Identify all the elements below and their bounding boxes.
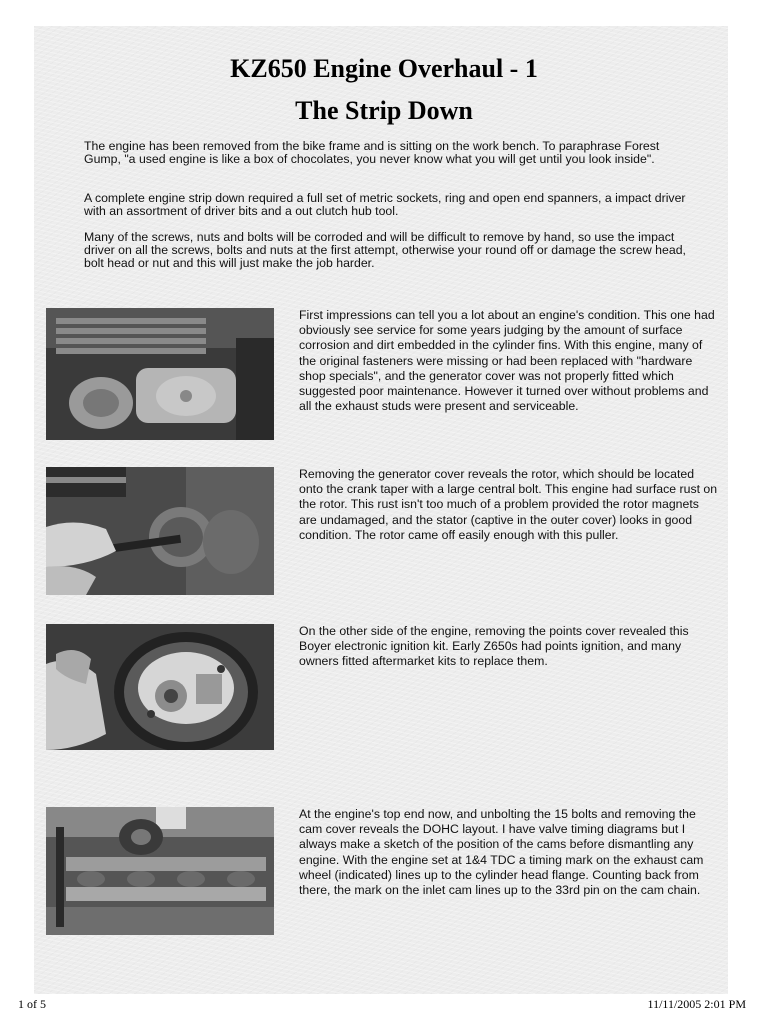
print-timestamp: 11/11/2005 2:01 PM xyxy=(647,997,746,1011)
page-subtitle: The Strip Down xyxy=(295,96,473,125)
intro-paragraph: Many of the screws, nuts and bolts will be corroded and will be difficult to remove by hand, so use the impact driver on all the screws, bolts and nuts at the first attempt, otherwise your round off or damage the screw head, bolt head or nut and this will just make the job harder. xyxy=(84,230,686,270)
engine-overview-photo xyxy=(46,308,274,440)
dohc-layout-photo xyxy=(46,807,274,939)
ignition-kit-photo xyxy=(46,624,274,756)
intro-paragraph: The engine has been removed from the bike frame and is sitting on the work bench. To paraphrase Forest Gump, "a used engine is like a box of chocolates, you never know what you will get until you look inside". xyxy=(84,139,660,166)
section-caption: First impressions can tell you a lot about an engine's condition. This one had obviously see service for some years judging by the amount of surface corrosion and dirt embedded in the cylinder fins. With this engine, many of the original fasteners were missing or had been replaced with "hardware shop specials", and the generator cover was not properly fitted which suggested poor maintenance. However it turned over without problems and all the exhaust studs were present and serviceable. xyxy=(299,308,715,414)
rotor-puller-photo xyxy=(46,467,274,599)
section-caption: At the engine's top end now, and unbolting the 15 bolts and removing the cam cover reveals the DOHC layout. I have valve timing diagrams but I always make a sketch of the position of the cams before dismantling any engine. With the engine set at 1&4 TDC a timing mark on the exhaust cam wheel (indicated) lines up to the cylinder head flange. Counting back from there, the mark on the inlet cam lines up to the 33rd pin on the cam chain. xyxy=(299,807,704,898)
page-title: KZ650 Engine Overhaul - 1 xyxy=(230,54,538,83)
page-number: 1 of 5 xyxy=(18,997,46,1011)
intro-paragraph: A complete engine strip down required a full set of metric sockets, ring and open end spanners, a impact driver with an assortment of driver bits and a out clutch hub tool. xyxy=(84,191,686,218)
section-caption: On the other side of the engine, removing the points cover revealed this Boyer electronic ignition kit. Early Z650s had points ignition, and many owners fitted aftermarket kits to replace them. xyxy=(299,624,689,669)
section-caption: Removing the generator cover reveals the rotor, which should be located onto the crank taper with a large central bolt. This engine had surface rust on the rotor. This rust isn't too much of a problem provided the rotor magnets are undamaged, and the stator (captive in the outer cover) looks in good condition. The rotor came off easily enough with this puller. xyxy=(299,467,718,542)
